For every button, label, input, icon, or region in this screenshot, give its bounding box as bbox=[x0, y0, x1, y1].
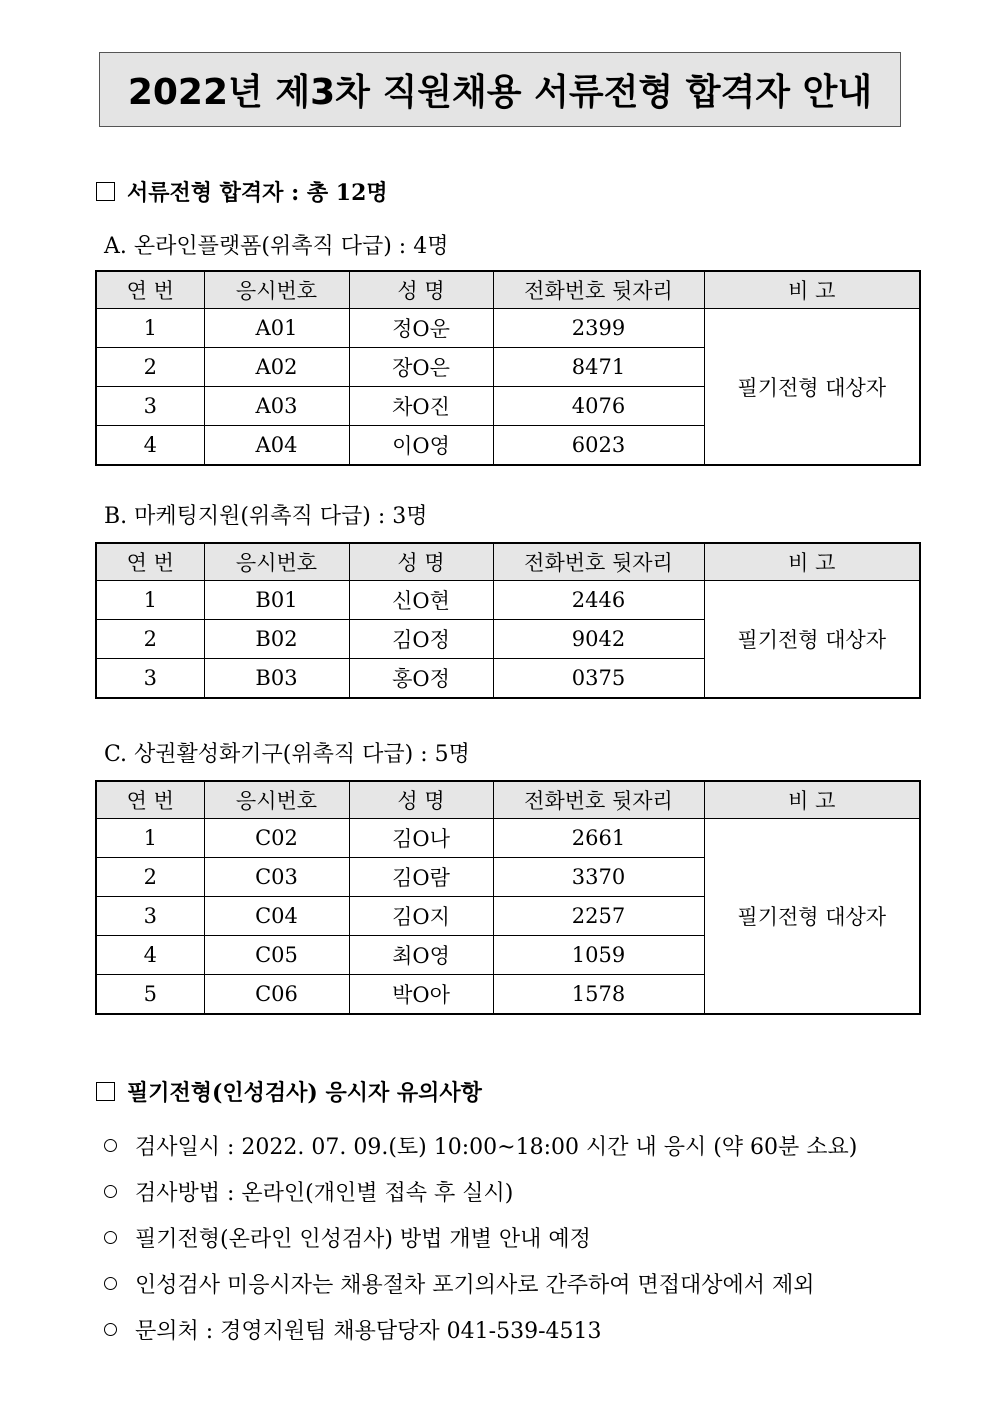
cell-phone: 2446 bbox=[493, 581, 704, 620]
cell-app-no: C05 bbox=[204, 936, 349, 975]
cell-name: 최O영 bbox=[349, 936, 493, 975]
col-header-phone: 전화번호 뒷자리 bbox=[493, 271, 704, 309]
section-heading-text: 서류전형 합격자 : 총 12명 bbox=[127, 180, 388, 206]
circle-bullet-icon bbox=[104, 1277, 117, 1290]
cell-phone: 6023 bbox=[493, 426, 704, 466]
col-header-note: 비 고 bbox=[704, 543, 920, 581]
cell-app-no: B01 bbox=[204, 581, 349, 620]
circle-bullet-icon bbox=[104, 1323, 117, 1336]
col-header-phone: 전화번호 뒷자리 bbox=[493, 543, 704, 581]
title-box bbox=[99, 52, 901, 127]
col-header-app-no: 응시번호 bbox=[204, 781, 349, 819]
list-item bbox=[104, 1214, 857, 1260]
cell-name: 김O지 bbox=[349, 897, 493, 936]
cell-name: 이O영 bbox=[349, 426, 493, 466]
cell-phone: 9042 bbox=[493, 620, 704, 659]
cell-note: 필기전형 대상자 bbox=[704, 819, 920, 1015]
table-header-row bbox=[96, 781, 920, 819]
cell-phone: 1578 bbox=[493, 975, 704, 1015]
table-group-c bbox=[95, 780, 921, 1015]
cell-no: 3 bbox=[96, 387, 204, 426]
table-row bbox=[96, 819, 920, 858]
list-item bbox=[104, 1260, 857, 1306]
cell-no: 4 bbox=[96, 936, 204, 975]
table-group-b bbox=[95, 542, 921, 699]
cell-app-no: A01 bbox=[204, 309, 349, 348]
cell-app-no: A04 bbox=[204, 426, 349, 466]
cell-no: 1 bbox=[96, 309, 204, 348]
list-item-text: 필기전형(온라인 인성검사) 방법 개별 안내 예정 bbox=[135, 1226, 591, 1252]
cell-phone: 3370 bbox=[493, 858, 704, 897]
square-bullet-icon bbox=[96, 1082, 115, 1101]
group-a-label: A. 온라인플랫폼(위촉직 다급) : 4명 bbox=[104, 234, 449, 259]
cell-no: 1 bbox=[96, 581, 204, 620]
cell-app-no: C06 bbox=[204, 975, 349, 1015]
list-item bbox=[104, 1168, 857, 1214]
list-item-text: 인성검사 미응시자는 채용절차 포기의사로 간주하여 면접대상에서 제외 bbox=[135, 1272, 815, 1298]
section-heading-passers bbox=[96, 176, 388, 207]
table-group-a bbox=[95, 270, 921, 466]
cell-no: 5 bbox=[96, 975, 204, 1015]
group-b-label: B. 마케팅지원(위촉직 다급) : 3명 bbox=[104, 504, 428, 529]
col-header-note: 비 고 bbox=[704, 271, 920, 309]
cell-no: 2 bbox=[96, 348, 204, 387]
table-row bbox=[96, 309, 920, 348]
cell-no: 3 bbox=[96, 659, 204, 699]
cell-name: 정O운 bbox=[349, 309, 493, 348]
square-bullet-icon bbox=[96, 182, 115, 201]
notice-list bbox=[104, 1122, 857, 1352]
cell-name: 김O나 bbox=[349, 819, 493, 858]
cell-app-no: C04 bbox=[204, 897, 349, 936]
table-header-row bbox=[96, 271, 920, 309]
circle-bullet-icon bbox=[104, 1231, 117, 1244]
cell-phone: 2257 bbox=[493, 897, 704, 936]
cell-name: 홍O정 bbox=[349, 659, 493, 699]
list-item bbox=[104, 1306, 857, 1352]
circle-bullet-icon bbox=[104, 1185, 117, 1198]
cell-app-no: C02 bbox=[204, 819, 349, 858]
cell-name: 김O정 bbox=[349, 620, 493, 659]
list-item-text: 문의처 : 경영지원팀 채용담당자 041-539-4513 bbox=[135, 1318, 602, 1344]
cell-phone: 4076 bbox=[493, 387, 704, 426]
page-title: 2022년 제3차 직원채용 서류전형 합격자 안내 bbox=[127, 72, 873, 113]
col-header-note: 비 고 bbox=[704, 781, 920, 819]
col-header-app-no: 응시번호 bbox=[204, 271, 349, 309]
cell-note: 필기전형 대상자 bbox=[704, 581, 920, 699]
cell-app-no: A03 bbox=[204, 387, 349, 426]
section-heading-test-notes bbox=[96, 1076, 482, 1107]
cell-phone: 2661 bbox=[493, 819, 704, 858]
col-header-no: 연 번 bbox=[96, 781, 204, 819]
section-heading-text: 필기전형(인성검사) 응시자 유의사항 bbox=[127, 1080, 482, 1106]
cell-name: 장O은 bbox=[349, 348, 493, 387]
cell-name: 신O현 bbox=[349, 581, 493, 620]
cell-no: 3 bbox=[96, 897, 204, 936]
col-header-name: 성 명 bbox=[349, 543, 493, 581]
cell-app-no: A02 bbox=[204, 348, 349, 387]
cell-no: 2 bbox=[96, 858, 204, 897]
col-header-name: 성 명 bbox=[349, 781, 493, 819]
cell-app-no: C03 bbox=[204, 858, 349, 897]
list-item-text: 검사일시 : 2022. 07. 09.(토) 10:00~18:00 시간 내 응시 (약 60분 소요) bbox=[135, 1134, 858, 1160]
col-header-no: 연 번 bbox=[96, 271, 204, 309]
col-header-app-no: 응시번호 bbox=[204, 543, 349, 581]
cell-note: 필기전형 대상자 bbox=[704, 309, 920, 466]
col-header-name: 성 명 bbox=[349, 271, 493, 309]
cell-app-no: B03 bbox=[204, 659, 349, 699]
cell-name: 차O진 bbox=[349, 387, 493, 426]
table-row bbox=[96, 581, 920, 620]
table-header-row bbox=[96, 543, 920, 581]
cell-no: 4 bbox=[96, 426, 204, 466]
col-header-phone: 전화번호 뒷자리 bbox=[493, 781, 704, 819]
circle-bullet-icon bbox=[104, 1139, 117, 1152]
cell-phone: 8471 bbox=[493, 348, 704, 387]
list-item-text: 검사방법 : 온라인(개인별 접속 후 실시) bbox=[135, 1180, 514, 1206]
list-item bbox=[104, 1122, 857, 1168]
cell-phone: 2399 bbox=[493, 309, 704, 348]
cell-no: 2 bbox=[96, 620, 204, 659]
cell-app-no: B02 bbox=[204, 620, 349, 659]
cell-name: 박O아 bbox=[349, 975, 493, 1015]
cell-no: 1 bbox=[96, 819, 204, 858]
cell-phone: 0375 bbox=[493, 659, 704, 699]
group-c-label: C. 상권활성화기구(위촉직 다급) : 5명 bbox=[104, 742, 470, 767]
col-header-no: 연 번 bbox=[96, 543, 204, 581]
cell-phone: 1059 bbox=[493, 936, 704, 975]
cell-name: 김O람 bbox=[349, 858, 493, 897]
